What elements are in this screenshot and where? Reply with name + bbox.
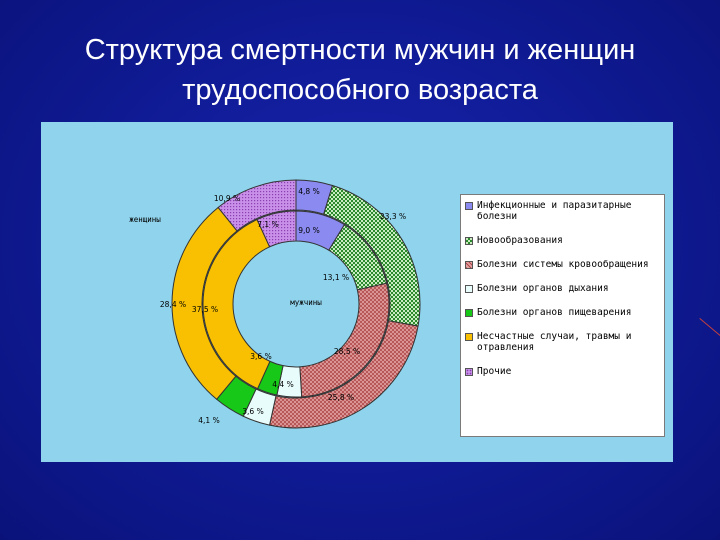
data-label-inner-5: 37,5 %: [191, 305, 219, 314]
decorative-line: [699, 318, 720, 338]
legend-swatch: [465, 368, 473, 376]
data-label-outer-0: 4,8 %: [298, 187, 320, 196]
data-label-outer-6: 10,9 %: [213, 194, 241, 203]
legend-swatch: [465, 237, 473, 245]
chart-legend: [460, 194, 665, 437]
legend-item: [465, 366, 660, 377]
data-label-inner-4: 3,6 %: [250, 352, 272, 361]
legend-label: Несчастные случаи, травмы и отравления: [477, 331, 632, 353]
legend-label: Прочие: [477, 366, 512, 377]
data-label-inner-0: 9,0 %: [298, 226, 320, 235]
legend-item: [465, 235, 660, 246]
data-label-outer-4: 4,1 %: [198, 416, 220, 425]
legend-label: Инфекционные и паразитарные болезни: [477, 200, 632, 222]
legend-item: [465, 331, 660, 353]
data-label-inner-2: 28,5 %: [333, 347, 361, 356]
ring-name-inner: мужчины: [290, 298, 322, 307]
data-label-outer-2: 25,8 %: [327, 393, 355, 402]
legend-label: Новообразования: [477, 235, 563, 246]
legend-label: Болезни системы кровообращения: [477, 259, 649, 270]
legend-swatch: [465, 261, 473, 269]
legend-item: [465, 283, 660, 294]
legend-swatch: [465, 333, 473, 341]
title-line-2: трудоспособного возраста: [182, 74, 538, 106]
legend-label: Болезни органов дыхания: [477, 283, 609, 294]
legend-swatch: [465, 202, 473, 210]
data-label-outer-3: 3,6 %: [242, 407, 264, 416]
chart-panel: [41, 122, 673, 462]
data-label-inner-3: 4,4 %: [272, 380, 294, 389]
data-label-inner-6: 7,1 %: [257, 220, 279, 229]
legend-swatch: [465, 285, 473, 293]
slide-title: [0, 30, 720, 110]
legend-item: [465, 200, 660, 222]
data-label-inner-1: 13,1 %: [322, 273, 350, 282]
legend-label: Болезни органов пищеварения: [477, 307, 632, 318]
data-label-outer-5: 28,4 %: [159, 300, 187, 309]
ring-name-outer: женщины: [129, 215, 161, 224]
legend-item: [465, 307, 660, 318]
legend-swatch: [465, 309, 473, 317]
data-label-outer-1: 23,3 %: [379, 212, 407, 221]
title-line-1: Структура смертности мужчин и женщин: [84, 34, 636, 66]
legend-item: [465, 259, 660, 270]
